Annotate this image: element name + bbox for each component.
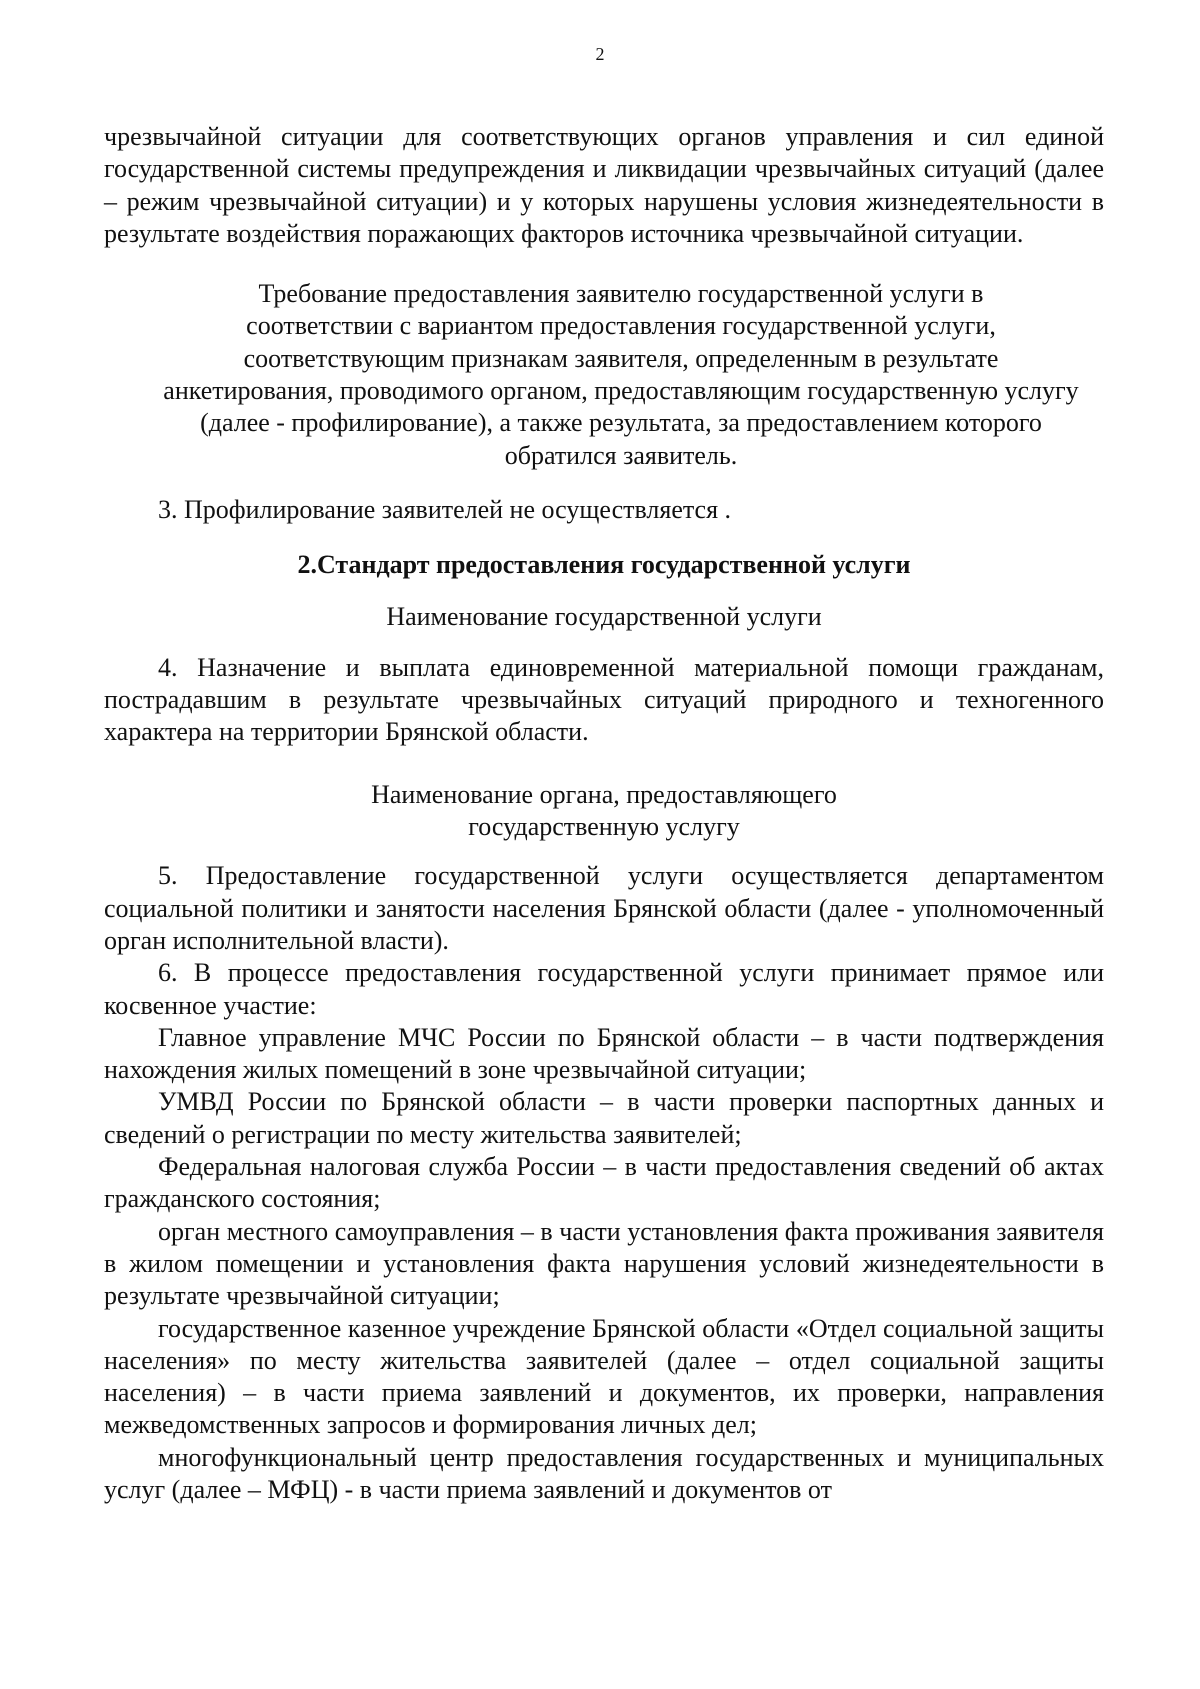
section-2-heading: 2.Стандарт предоставления государственной услуги	[297, 550, 911, 580]
participant-mchs: Главное управление МЧС России по Брянской области – в части подтверждения нахождения жилых помещений в зоне чрезвычайной ситуации;	[104, 1022, 1104, 1085]
paragraph-5-authority: 5. Предоставление государственной услуги осуществляется департаментом социальной политики и занятости населения Брянской области (далее - уполномоченный орган исполнительной власти).	[104, 861, 1104, 955]
subheading-service-name: Наименование государственной услуги	[386, 601, 822, 631]
document-body	[104, 121, 1104, 1506]
paragraph-3-profiling: 3. Профилирование заявителей не осуществляется .	[158, 494, 732, 524]
profiling-heading-line-3: соответствующим признакам заявителя, определенным в результате	[243, 343, 999, 373]
profiling-heading-line-1: Требование предоставления заявителю государственной услуги в	[258, 279, 984, 309]
profiling-heading-line-4: анкетирования, проводимого органом, предоставляющим государственную услугу	[163, 376, 1079, 406]
subheading-authority	[104, 779, 1104, 844]
profiling-heading-line-6: обратился заявитель.	[504, 440, 738, 470]
paragraph-4-service-name: 4. Назначение и выплата единовременной материальной помощи гражданам, пострадавшим в результате чрезвычайных ситуаций природного и техногенного характера на территории Брянской области.	[104, 652, 1104, 747]
participant-mfc: многофункциональный центр предоставления государственных и муниципальных услуг (далее – МФЦ) - в части приема заявлений и документов от	[104, 1442, 1104, 1504]
participant-umvd: УМВД России по Брянской области – в части проверки паспортных данных и сведений о регистрации по месту жительства заявителей;	[104, 1087, 1104, 1149]
profiling-heading-line-5: (далее - профилирование), а также результата, за предоставлением которого	[200, 408, 1042, 438]
paragraph-emergency-regime: чрезвычайной ситуации для соответствующих органов управления и сил единой государственной системы предупреждения и ликвидации чрезвычайных ситуаций (далее – режим чрезвычайной ситуации) и у которых нарушены условия жизнедеятельности в результате воздействия поражающих факторов источника чрезвычайной ситуации.	[104, 122, 1104, 248]
participant-local-government: орган местного самоуправления – в части установления факта проживания заявителя в жилом помещении и установления факта нарушения условий жизнедеятельности в результате чрезвычайной ситуации;	[104, 1216, 1104, 1311]
profiling-heading-line-2: соответствии с вариантом предоставления государственной услуги,	[246, 311, 996, 341]
paragraph-6-participants: 6. В процессе предоставления государственной услуги принимает прямое или косвенное участие:	[104, 958, 1104, 1020]
participant-social-protection: государственное казенное учреждение Брянской области «Отдел социальной защиты населения» по месту жительства заявителей (далее – отдел социальной защиты населения) – в части приема заявлений и документов, их проверки, направления межведомственных запросов и формирования личных дел;	[104, 1313, 1104, 1440]
page-number: 2	[595, 44, 605, 64]
participant-tax-service: Федеральная налоговая служба России – в части предоставления сведений об актах гражданского состояния;	[104, 1152, 1104, 1214]
subheading-authority-line-1: Наименование органа, предоставляющего	[371, 779, 837, 809]
section-profiling-requirement	[104, 278, 1104, 472]
subheading-authority-line-2: государственную услугу	[468, 812, 740, 842]
